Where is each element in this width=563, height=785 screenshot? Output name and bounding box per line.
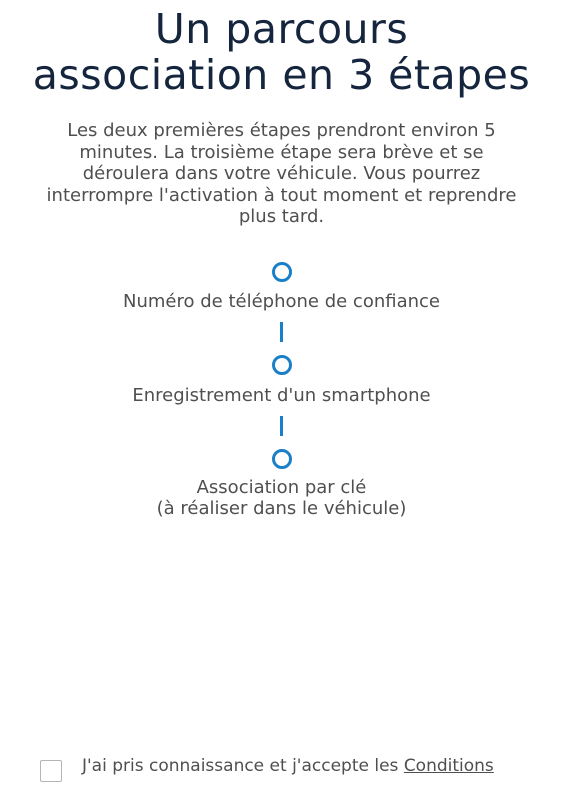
step-2-circle-icon <box>272 355 292 375</box>
step-connector-1 <box>280 322 283 342</box>
terms-consent-label: J'ai pris connaissance et j'accepte les <box>82 756 399 776</box>
step-connector-2 <box>280 416 283 436</box>
terms-checkbox[interactable] <box>40 760 62 782</box>
terms-conditions-link[interactable]: Conditions <box>403 756 494 776</box>
terms-consent-text <box>82 755 494 777</box>
page-title-line-1: Un parcours <box>154 5 409 53</box>
terms-consent <box>40 755 540 785</box>
page-title-line-2: association en 3 étapes <box>32 51 531 99</box>
step-3-label-line-2: (à réaliser dans le véhicule) <box>156 498 407 519</box>
intro-description: Les deux premières étapes prendront environ 5 minutes. La troisième étape sera brève et se déroulera dans votre véhicule. Vous pourrez interrompre l'activation à tout moment et reprendre plus tard. <box>46 120 517 227</box>
step-1-circle-icon <box>272 262 292 282</box>
step-2-label: Enregistrement d'un smartphone <box>132 385 431 406</box>
page-title <box>0 6 563 98</box>
step-3-label-line-1: Association par clé <box>196 477 367 498</box>
step-1-label: Numéro de téléphone de confiance <box>123 291 440 312</box>
step-3-circle-icon <box>272 449 292 469</box>
